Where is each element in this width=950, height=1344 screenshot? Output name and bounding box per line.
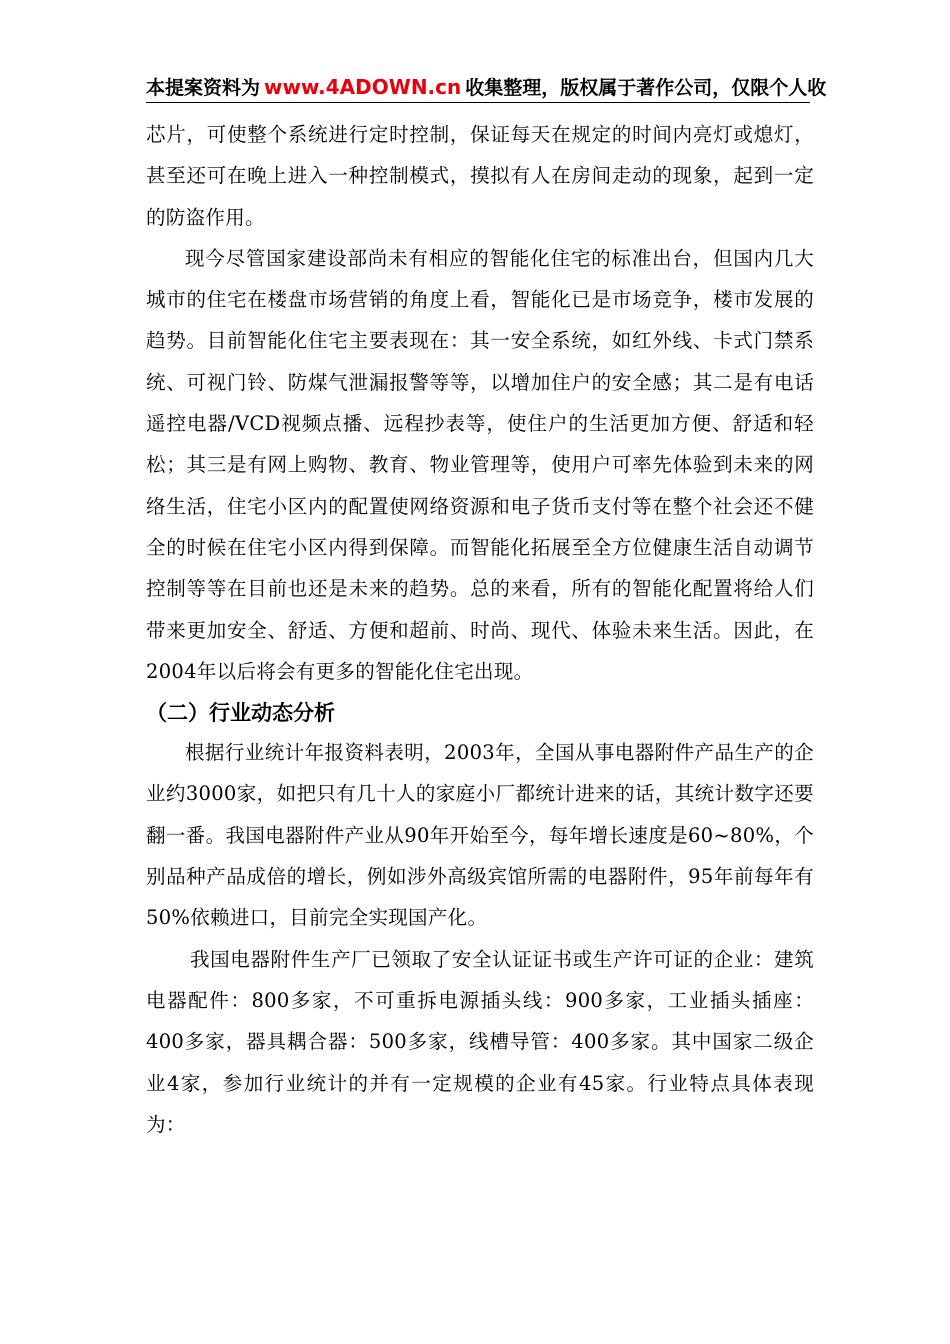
header-suffix: 收集整理，版权属于著作公司，仅限个人收 [465, 77, 827, 99]
header-divider [146, 102, 810, 103]
section-title-industry-analysis: （二）行业动态分析 [146, 701, 335, 726]
header-site-name: www.4ADOWN.cn [264, 75, 462, 99]
paragraph-smart-home-trends: 现今尽管国家建设部尚未有相应的智能化住宅的标准出台，但国内几大城市的住宅在楼盘市场营销的角度上看，智能化已是市场竞争，楼市发展的趋势。目前智能化住宅主要表现在：其一安全系统，如红外线、卡式门禁系统、可视门铃、防煤气泄漏报警等等，以增加住户的安全感；其二是有电话遥控电器/VCD视频点播、远程抄表等，使住户的生活更加方便、舒适和轻松；其三是有网上购物、教育、物业管理等，使用户可率先体验到未来的网络生活，住宅小区内的配置使网络资源和电子货币支付等在整个社会还不健全的时候在住宅小区内得到保障。而智能化拓展至全方位健康生活自动调节控制等等在目前也还是未来的趋势。总的来看，所有的智能化配置将给人们带来更加安全、舒适、方便和超前、时尚、现代、体验未来生活。因此，在2004年以后将会有更多的智能化住宅出现。 [146, 246, 814, 683]
header-prefix: 本提案资料为 [146, 77, 261, 99]
paragraph-certified-enterprises: 我国电器附件生产厂已领取了安全认证证书或生产许可证的企业：建筑电器配件：800多家，不可重拆电源插头线：900多家，工业插头插座：400多家，器具耦合器：500多家，线槽导管：400多家。其中国家二级企业4家，参加行业统计的并有一定规模的企业有45家。行业特点具体表现为： [146, 947, 814, 1136]
document-body [146, 114, 814, 1145]
paragraph-timer-control: 芯片，可使整个系统进行定时控制，保证每天在规定的时间内亮灯或熄灯，甚至还可在晚上进入一种控制模式，摸拟有人在房间走动的现象，起到一定的防盗作用。 [146, 123, 814, 229]
paragraph-industry-statistics: 根据行业统计年报资料表明，2003年，全国从事电器附件产品生产的企业约3000家，如把只有几十人的家庭小厂都统计进来的话，其统计数字还要翻一番。我国电器附件产业从90年开始至今，每年增长速度是60~80%，个别品种产品成倍的增长，例如涉外高级宾馆所需的电器附件，95年前每年有50%依赖进口，目前完全实现国产化。 [146, 741, 814, 930]
page-header [146, 70, 950, 104]
